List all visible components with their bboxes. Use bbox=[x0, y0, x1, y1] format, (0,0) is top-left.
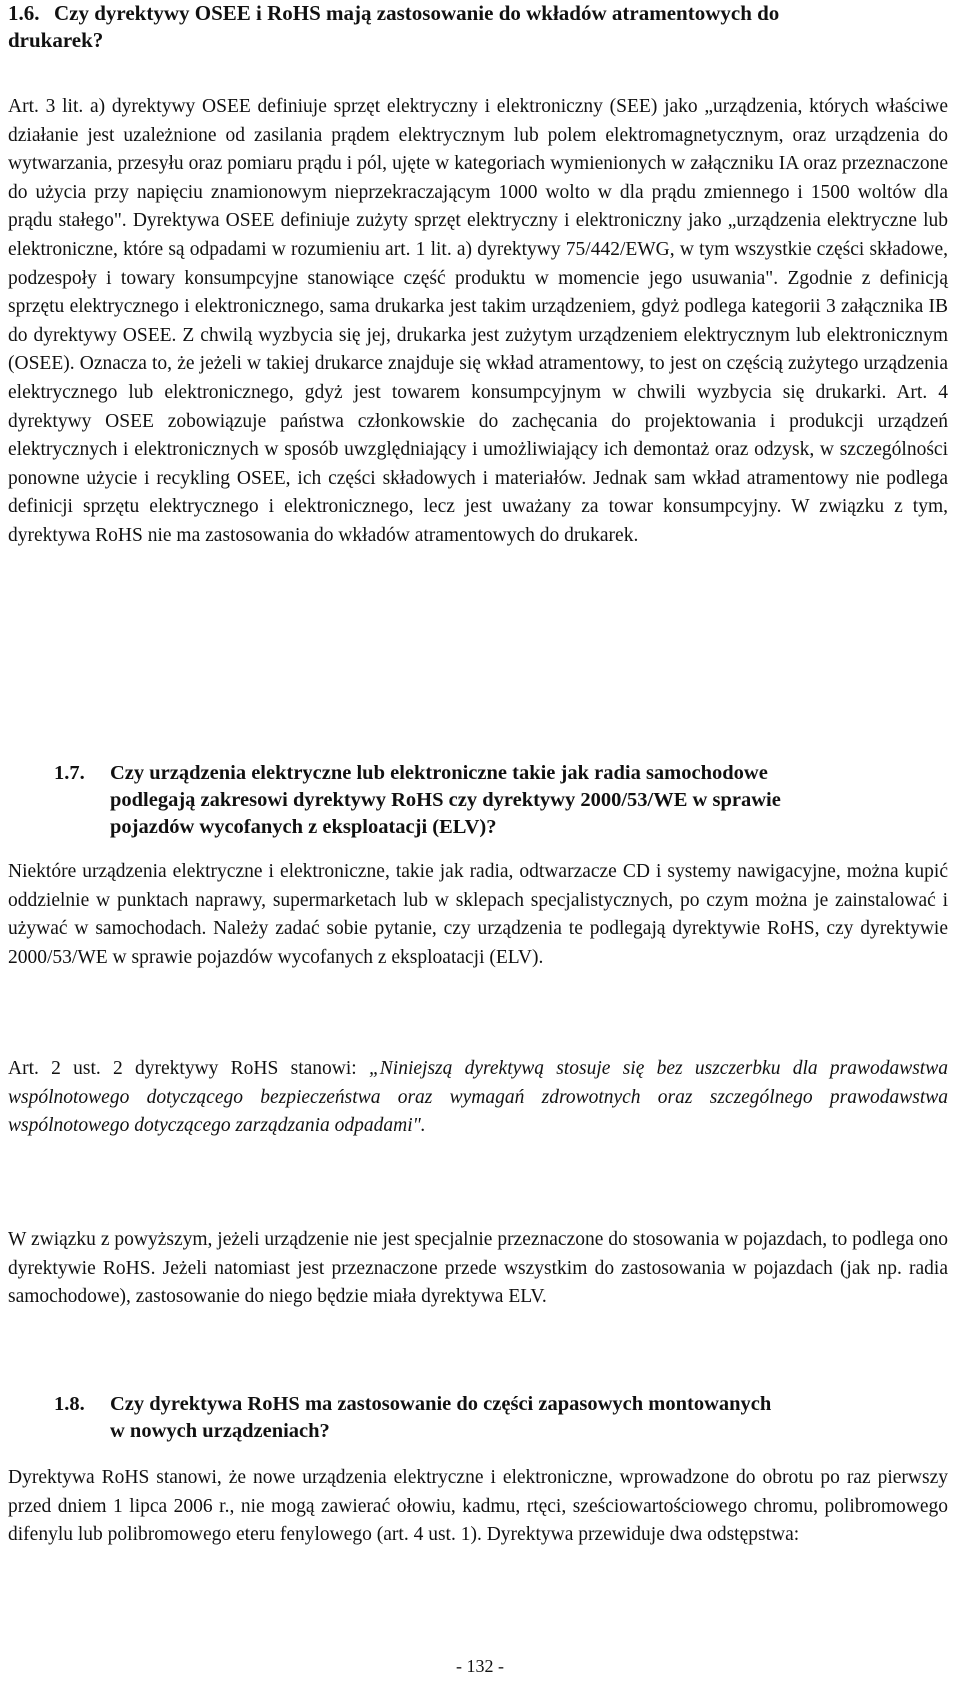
section-1-7-paragraph-2 bbox=[8, 1055, 948, 1141]
section-number: 1.7. bbox=[54, 762, 85, 784]
section-title-cont: w nowych urządzeniach? bbox=[110, 1420, 330, 1442]
section-1-7-heading bbox=[54, 760, 934, 841]
section-title-cont: podlegają zakresowi dyrektywy RoHS czy dyrektywy 2000/53/WE w sprawie bbox=[110, 789, 781, 811]
section-1-6-body: Art. 3 lit. a) dyrektywy OSEE definiuje sprzęt elektryczny i elektroniczny (SEE) jako „urządzenia, których właściwe działanie jest uzależnione od zasilania prądem elektrycznym lub polem elektromagnetycznym, oraz urządzenia do wytwarzania, przesyłu oraz pomiaru prądu i pól, ujęte w kategoriach wymienionych w załączniku IA oraz przeznaczone do użycia przy napięciu znamionowym nieprzekraczającym 1000 wolto w dla prądu zmiennego i 1500 woltów dla prądu stałego". Dyrektywa OSEE definiuje zużyty sprzęt elektryczny i elektroniczny jako „urządzenia elektryczne lub elektroniczne, które są odpadami w rozumieniu art. 1 lit. a) dyrektywy 75/442/EWG, w tym wszystkie części składowe, podzespoły i towary konsumpcyjne stanowiące część produktu w momencie jego usuwania". Zgodnie z definicją sprzętu elektrycznego i elektronicznego, sama drukarka jest takim urządzeniem, gdyż podlega kategorii 3 załącznika IB do dyrektywy OSEE. Z chwilą wyzbycia się jej, drukarka jest zużytym urządzeniem elektrycznym lub elektronicznym (OSEE). Oznacza to, że jeżeli w takiej drukarce znajduje się wkład atramentowy, to jest on częścią zużytego urządzenia elektrycznego lub elektronicznego, gdyż jest towarem konsumpcyjnym w chwili wyzbycia się drukarki. Art. 4 dyrektywy OSEE zobowiązuje państwa członkowskie do zachęcania do projektowania i produkcji urządzeń elektrycznych i elektronicznych w sposób uwzględniający i umożliwiający ich demontaż oraz odzysk, w szczególności ponowne użycie i recykling OSEE, ich części składowych i materiałów. Jednak sam wkład atramentowy nie podlega definicji sprzętu elektrycznego i elektronicznego, lecz jest uważany za towar konsumpcyjny. W związku z tym, dyrektywa RoHS nie ma zastosowania do wkładów atramentowych do drukarek. bbox=[8, 96, 948, 546]
section-title: Czy urządzenia elektryczne lub elektroniczne takie jak radia samochodowe bbox=[110, 762, 768, 784]
section-1-6-heading bbox=[8, 0, 948, 54]
page-number: - 132 - bbox=[456, 1656, 504, 1676]
section-number: 1.6. bbox=[8, 1, 40, 25]
section-1-7-paragraph-3: W związku z powyższym, jeżeli urządzenie nie jest specjalnie przeznaczone do stosowania w pojazdach, to podlega ono dyrektywie RoHS. Jeżeli natomiast jest przeznaczone przede wszystkim do zastosowania w pojazdach (jak np. radia samochodowe), zastosowanie do niego będzie miała dyrektywa ELV. bbox=[8, 1229, 948, 1308]
article-reference: Art. 2 ust. 2 dyrektywy RoHS stanowi: bbox=[8, 1058, 369, 1079]
section-1-7-paragraph-1: Niektóre urządzenia elektryczne i elektroniczne, takie jak radia, odtwarzacze CD i systemy nawigacyjne, można kupić oddzielnie w punktach naprawy, supermarketach lub w sklepach specjalistycznych, po czym można je zainstalować i używać w samochodach. Należy zadać sobie pytanie, czy urządzenia te podlegają dyrektywie RoHS, czy dyrektywie 2000/53/WE w sprawie pojazdów wycofanych z eksploatacji (ELV). bbox=[8, 861, 948, 968]
quoted-text: „Niniejszą dyrektywą stosuje się bez uszczerbku dla prawodawstwa wspólnotowego dotyczącego bezpieczeństwa oraz wymagań zdrowotnych oraz szczególnego prawodawstwa wspólnotowego dotyczącego zarządzania odpadami". bbox=[8, 1058, 948, 1137]
section-title-cont: drukarek? bbox=[8, 28, 104, 52]
section-1-8-heading bbox=[54, 1391, 934, 1445]
section-title-cont: pojazdów wycofanych z eksploatacji (ELV)? bbox=[110, 816, 497, 838]
section-title: Czy dyrektywa RoHS ma zastosowanie do części zapasowych montowanych bbox=[110, 1393, 772, 1415]
section-title: Czy dyrektywy OSEE i RoHS mają zastosowanie do wkładów atramentowych do bbox=[54, 1, 780, 25]
section-number: 1.8. bbox=[54, 1393, 85, 1415]
section-1-8-paragraph-1: Dyrektywa RoHS stanowi, że nowe urządzenia elektryczne i elektroniczne, wprowadzone do obrotu po raz pierwszy przed dniem 1 lipca 2006 r., nie mogą zawierać ołowiu, kadmu, rtęci, sześciowartościowego chromu, polibromowego difenylu lub polibromowego eteru fenylowego (art. 4 ust. 1). Dyrektywa przewiduje dwa odstępstwa: bbox=[8, 1467, 948, 1546]
